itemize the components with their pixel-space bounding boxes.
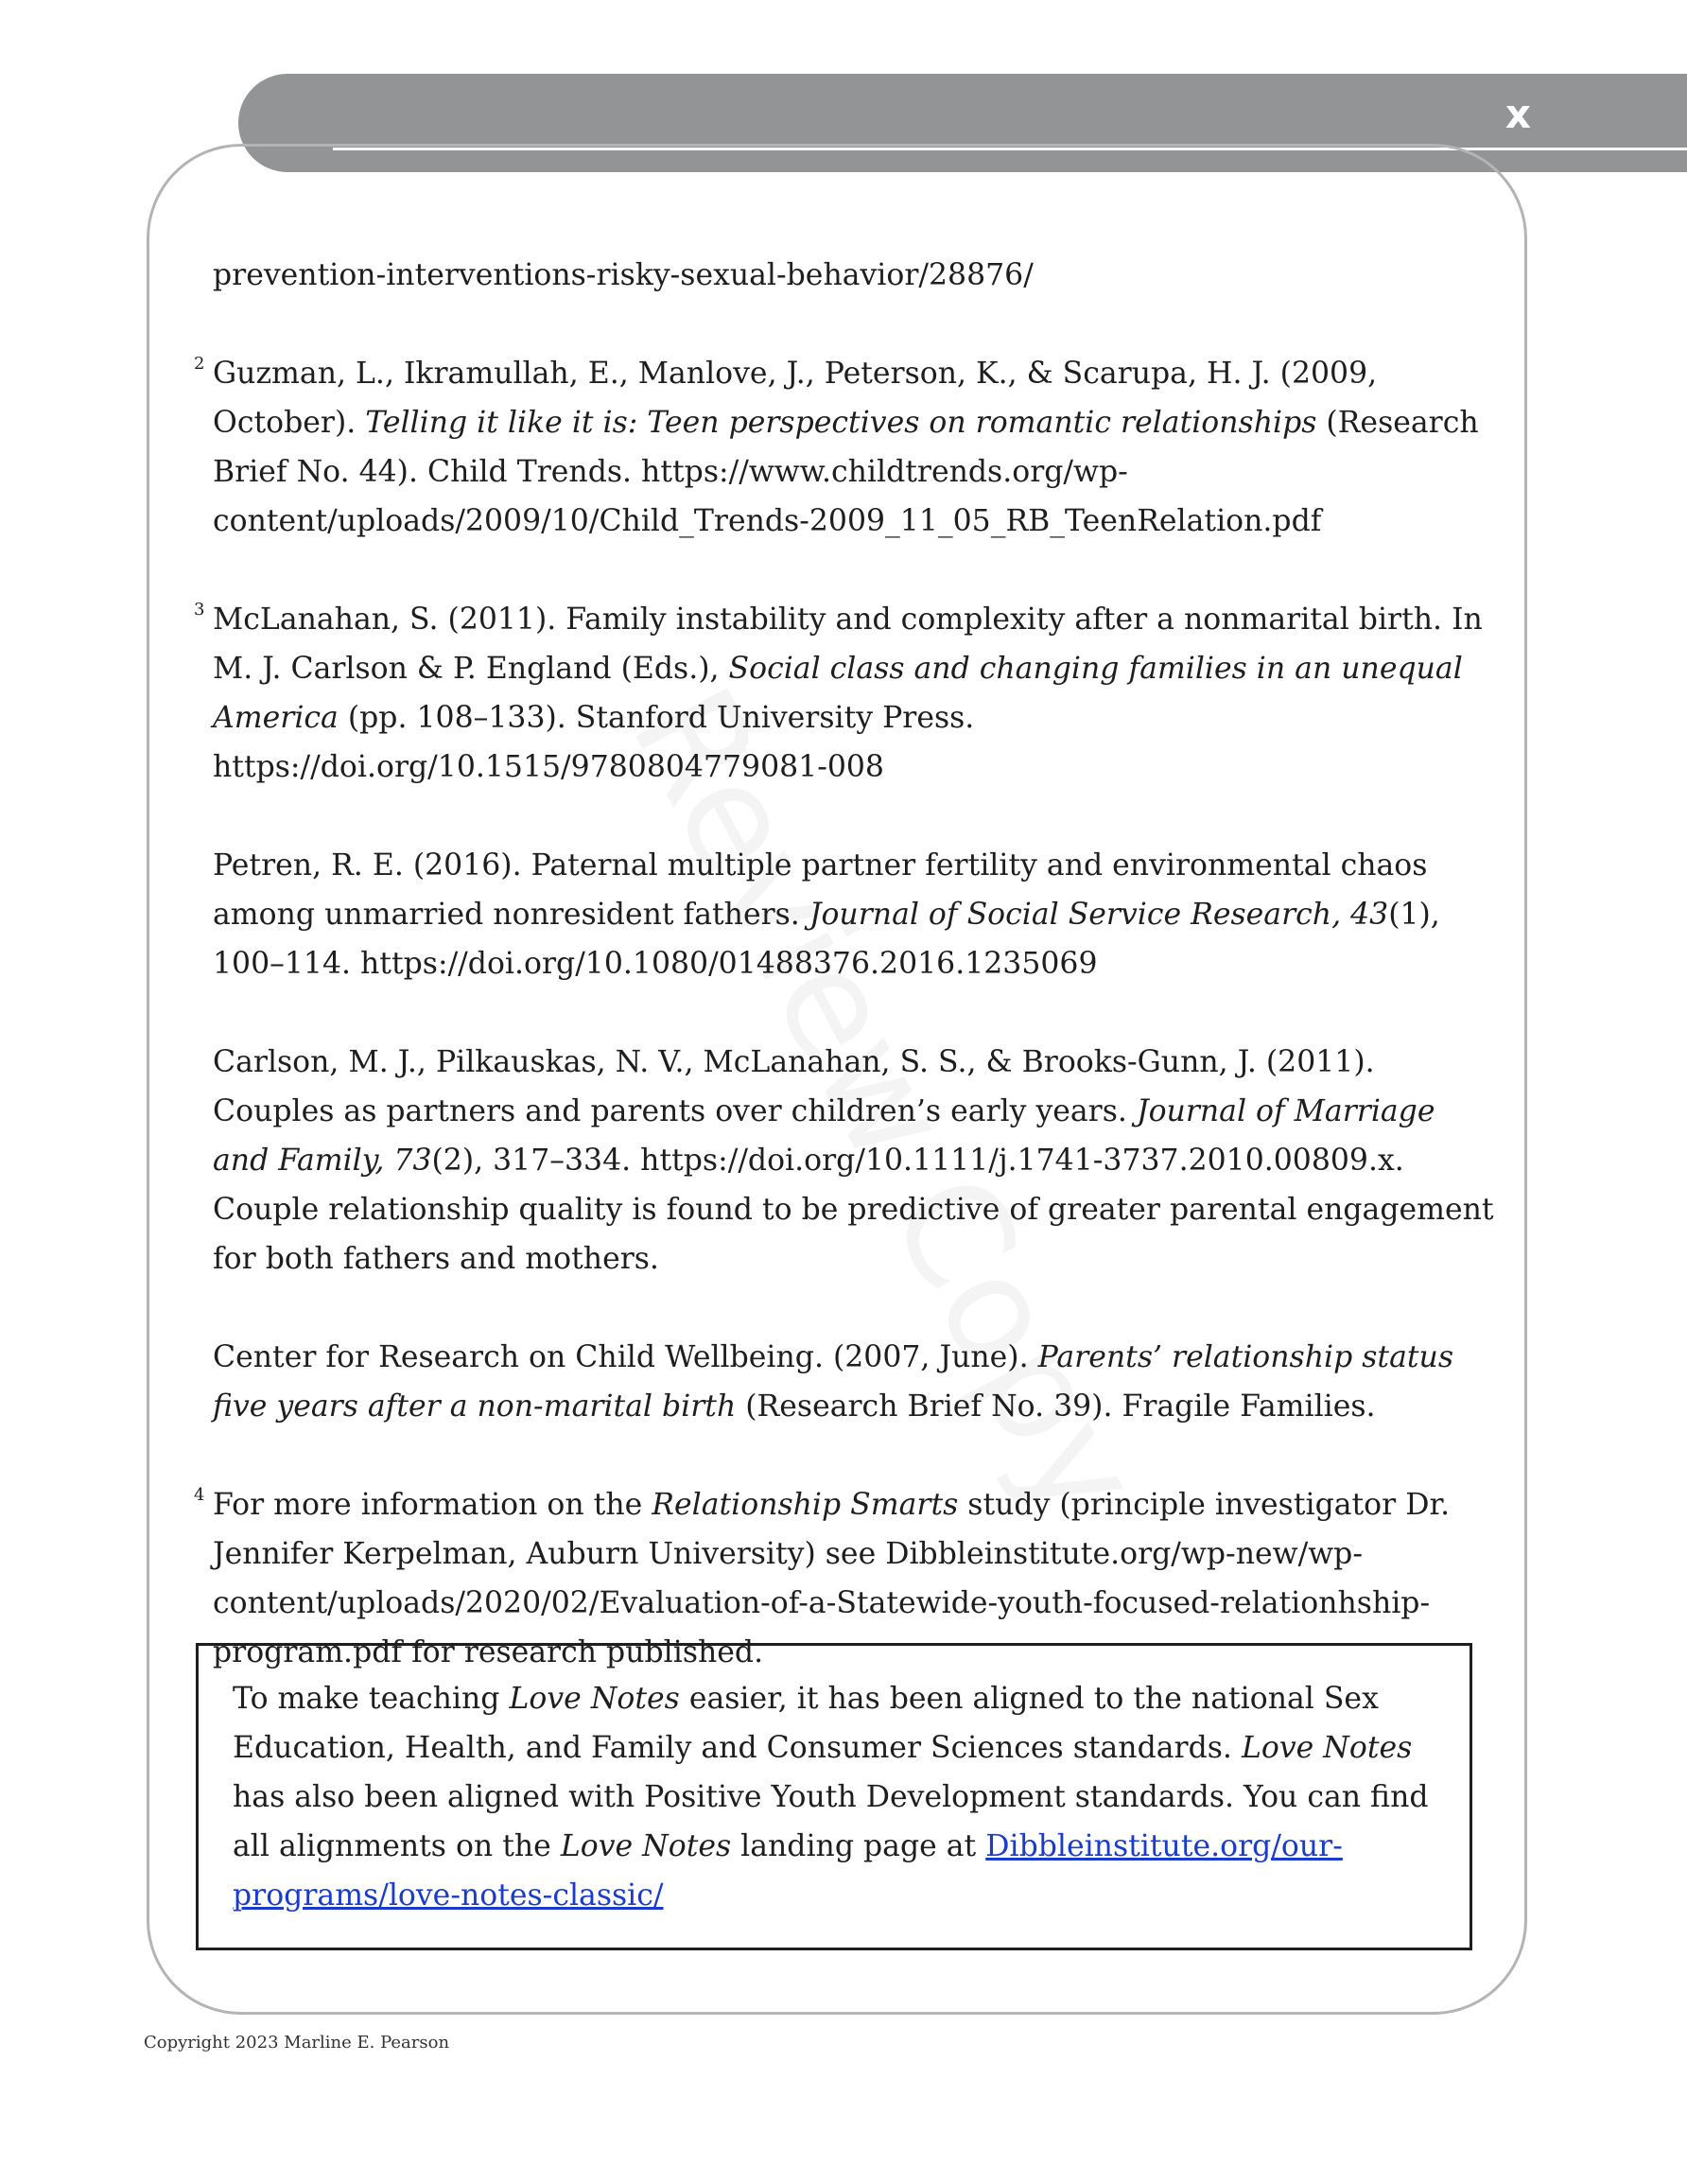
reference-carlson	[213, 1038, 1499, 1284]
crcw-text-a: Center for Research on Child Wellbeing. (2007, June).	[213, 1340, 1038, 1374]
endnote-2-number: 2	[194, 354, 205, 374]
endnote-3-text-b: (pp. 108–133). Stanford University Press. https://doi.org/10.1515/9780804779081-008	[213, 701, 975, 784]
endnote-4-title: Relationship Smarts	[652, 1488, 959, 1522]
carlson-text-b: (2), 317–334. https://doi.org/10.1111/j.1741-3737.2010.00809.x. Couple relationship quality is found to be predictive of greater parental engagement for both fathers and mothers.	[213, 1144, 1494, 1276]
alignment-callout-box	[196, 1643, 1472, 1950]
endnote-4-text-a: For more information on the	[213, 1488, 652, 1522]
callout-text-4: landing page at	[731, 1829, 986, 1863]
petren-text-b: (1), 100–114. https://doi.org/10.1080/01488376.2016.1235069	[213, 898, 1440, 981]
callout-text-2: easier, it has been aligned to the national Sex Education, Health, and Family and Consumer Sciences standards.	[233, 1682, 1379, 1765]
endnote-2	[194, 349, 1499, 546]
carlson-text-a: Carlson, M. J., Pilkauskas, N. V., McLanahan, S. S., & Brooks-Gunn, J. (2011). Couples as partners and parents over children’s early years.	[213, 1045, 1375, 1128]
endnote-4-text-b: study (principle investigator Dr. Jennifer Kerpelman, Auburn University) see Dibbleinstitute.org/wp-new/wp-content/uploads/2020/02/Evaluation-of-a-Statewide-youth-focused-relationhship-program.pdf for research published.	[213, 1488, 1451, 1669]
endnote-3-title: Social class and changing families in an unequal America	[213, 652, 1463, 735]
endnote-3-number: 3	[194, 600, 205, 620]
endnote-4-number: 4	[194, 1485, 205, 1505]
love-notes-landing-link[interactable]: Dibbleinstitute.org/our-programs/love-notes-classic/	[233, 1829, 1343, 1913]
callout-italic-3: Love Notes	[560, 1829, 732, 1863]
endnote-1-continued	[213, 251, 1499, 300]
callout-text-1: To make teaching	[233, 1682, 510, 1716]
crcw-title: Parents’ relationship status five years after a non-marital birth	[213, 1340, 1453, 1424]
endnote-2-title: Telling it like it is: Teen perspectives on romantic relationships	[365, 406, 1317, 440]
reference-petren	[213, 841, 1499, 988]
endnote-1-url: prevention-interventions-risky-sexual-behavior/28876/	[213, 258, 1034, 292]
callout-text-3: has also been aligned with Positive Youth Development standards. You can find all alignments on the	[233, 1780, 1429, 1863]
carlson-journal: Journal of Marriage and Family, 73	[213, 1094, 1435, 1178]
crcw-text-b: (Research Brief No. 39). Fragile Families.	[736, 1389, 1376, 1424]
reference-crcw	[213, 1333, 1499, 1431]
endnote-3-text-a: McLanahan, S. (2011). Family instability and complexity after a nonmarital birth. In M. J. Carlson & P. England (Eds.),	[213, 603, 1483, 686]
petren-journal: Journal of Social Service Research, 43	[809, 898, 1389, 932]
callout-italic-1: Love Notes	[509, 1682, 680, 1716]
page-number: x	[1504, 91, 1531, 137]
endnotes	[194, 251, 1499, 1726]
endnote-2-text-a: Guzman, L., Ikramullah, E., Manlove, J., Peterson, K., & Scarupa, H. J. (2009, October).	[213, 357, 1378, 440]
endnote-2-text-b: (Research Brief No. 44). Child Trends. https://www.childtrends.org/wp-content/uploads/2009/10/Child_Trends-2009_11_05_RB_TeenRelation.pdf	[213, 406, 1479, 538]
endnote-3	[194, 595, 1499, 792]
petren-text-a: Petren, R. E. (2016). Paternal multiple partner fertility and environmental chaos among unmarried nonresident fathers.	[213, 848, 1428, 932]
callout-italic-2: Love Notes	[1241, 1731, 1413, 1765]
copyright-footer: Copyright 2023 Marline E. Pearson	[144, 2033, 450, 2053]
